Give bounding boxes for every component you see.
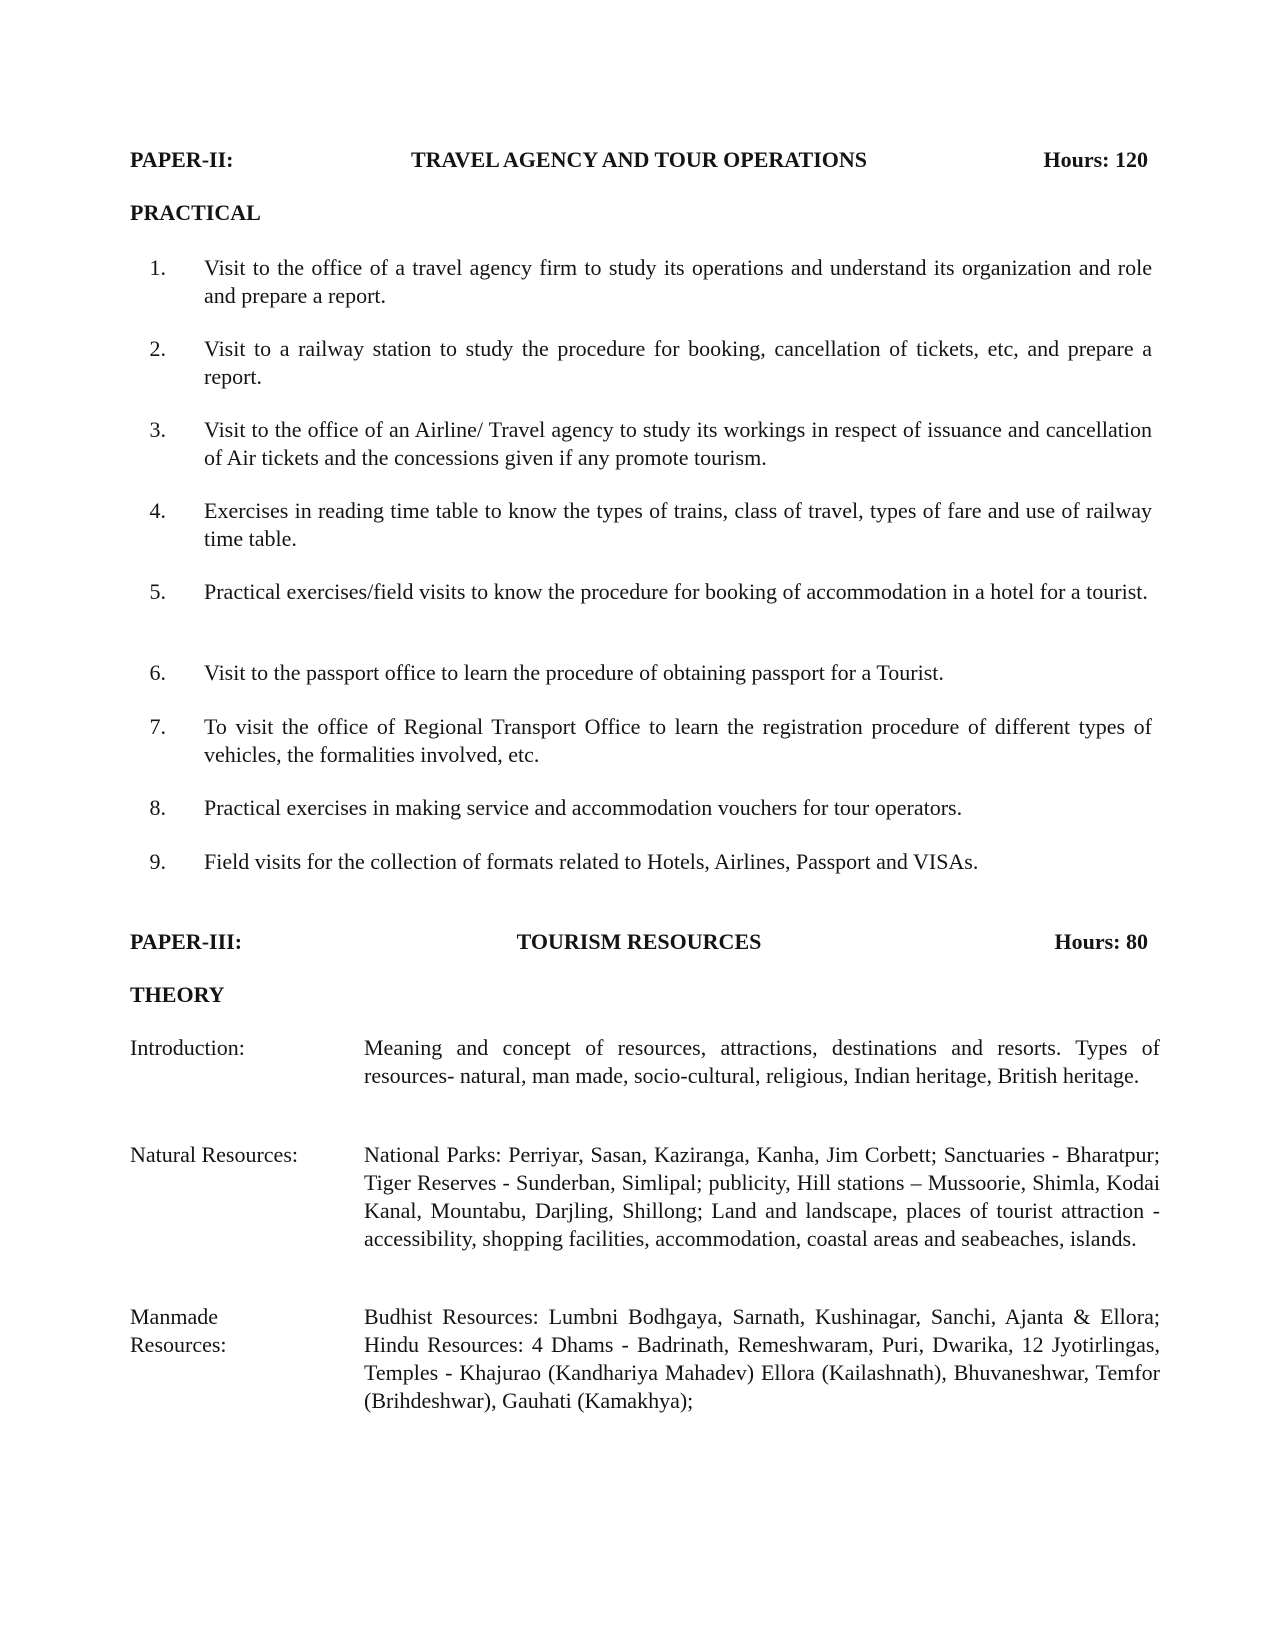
- list-item-number: 9.: [149, 849, 166, 874]
- paper3-hours: Hours: 80: [1054, 929, 1148, 954]
- topic-text: National Parks: Perriyar, Sasan, Kaziranga, Kanha, Jim Corbett; Sanctuaries - Bharatpur; Tiger Reserves - Sunderban, Simlipal; publicity, Hill stations – Mussoorie, Shimla, Kodai Kanal, Mountabu, Darjling, Shillong; Land and landscape, places of tourist attraction - accessibility, shopping facilities, accommodation, coastal areas and seabeaches, islands.: [364, 1142, 1160, 1251]
- list-item-number: 7.: [149, 714, 166, 739]
- paper3-section-label: THEORY: [130, 982, 225, 1007]
- list-item-text: Field visits for the collection of formats related to Hotels, Airlines, Passport and VISAs.: [204, 849, 979, 874]
- list-item-number: 8.: [149, 795, 166, 820]
- list-item-text: Visit to the passport office to learn the procedure of obtaining passport for a Tourist.: [204, 660, 944, 685]
- paper2-code: PAPER-II:: [130, 147, 234, 172]
- topic-label: Manmade Resources:: [130, 1304, 227, 1357]
- list-item-number: 2.: [149, 336, 166, 361]
- topic-text: Budhist Resources: Lumbni Bodhgaya, Sarnath, Kushinagar, Sanchi, Ajanta & Ellora; Hindu Resources: 4 Dhams - Badrinath, Remeshwaram, Puri, Dwarika, 12 Jyotirlingas, Temples - Khajurao (Kandhariya Mahadev) Ellora (Kailashnath), Bhuvaneshwar, Temfor (Brihdeshwar), Gauhati (Kamakhya);: [364, 1304, 1160, 1413]
- list-item-text: Exercises in reading time table to know the types of trains, class of travel, types of fare and use of railway time table.: [204, 498, 1152, 551]
- list-item-text: Practical exercises/field visits to know the procedure for booking of accommodation in a hotel for a tourist.: [204, 579, 1148, 604]
- topic-text: Meaning and concept of resources, attractions, destinations and resorts. Types of resources- natural, man made, socio-cultural, religious, Indian heritage, British heritage.: [364, 1035, 1160, 1088]
- list-item-number: 5.: [149, 579, 166, 604]
- list-item-text: Practical exercises in making service and accommodation vouchers for tour operators.: [204, 795, 963, 820]
- list-item-text: Visit to the office of a travel agency firm to study its operations and understand its organization and role and prepare a report.: [204, 255, 1152, 308]
- list-item-text: To visit the office of Regional Transport Office to learn the registration procedure of different types of vehicles, the formalities involved, etc.: [204, 714, 1152, 767]
- list-item-number: 3.: [149, 417, 166, 442]
- paper2-hours: Hours: 120: [1043, 147, 1148, 172]
- paper2-section-label: PRACTICAL: [130, 200, 261, 225]
- list-item-number: 6.: [149, 660, 166, 685]
- paper3-code: PAPER-III:: [130, 929, 243, 954]
- paper2-heading: [130, 146, 1148, 176]
- topic-label: Natural Resources:: [130, 1142, 298, 1167]
- paper3-heading: [130, 928, 1148, 958]
- paper2-title: TRAVEL AGENCY AND TOUR OPERATIONS: [411, 147, 867, 172]
- paper3-title: TOURISM RESOURCES: [516, 929, 762, 954]
- list-item-text: Visit to the office of an Airline/ Travel agency to study its workings in respect of issuance and cancellation of Air tickets and the concessions given if any promote tourism.: [204, 417, 1152, 470]
- list-item-number: 4.: [149, 498, 166, 523]
- list-item-number: 1.: [149, 255, 166, 280]
- list-item-text: Visit to a railway station to study the procedure for booking, cancellation of tickets, etc, and prepare a report.: [204, 336, 1152, 389]
- topic-label: Introduction:: [130, 1035, 245, 1060]
